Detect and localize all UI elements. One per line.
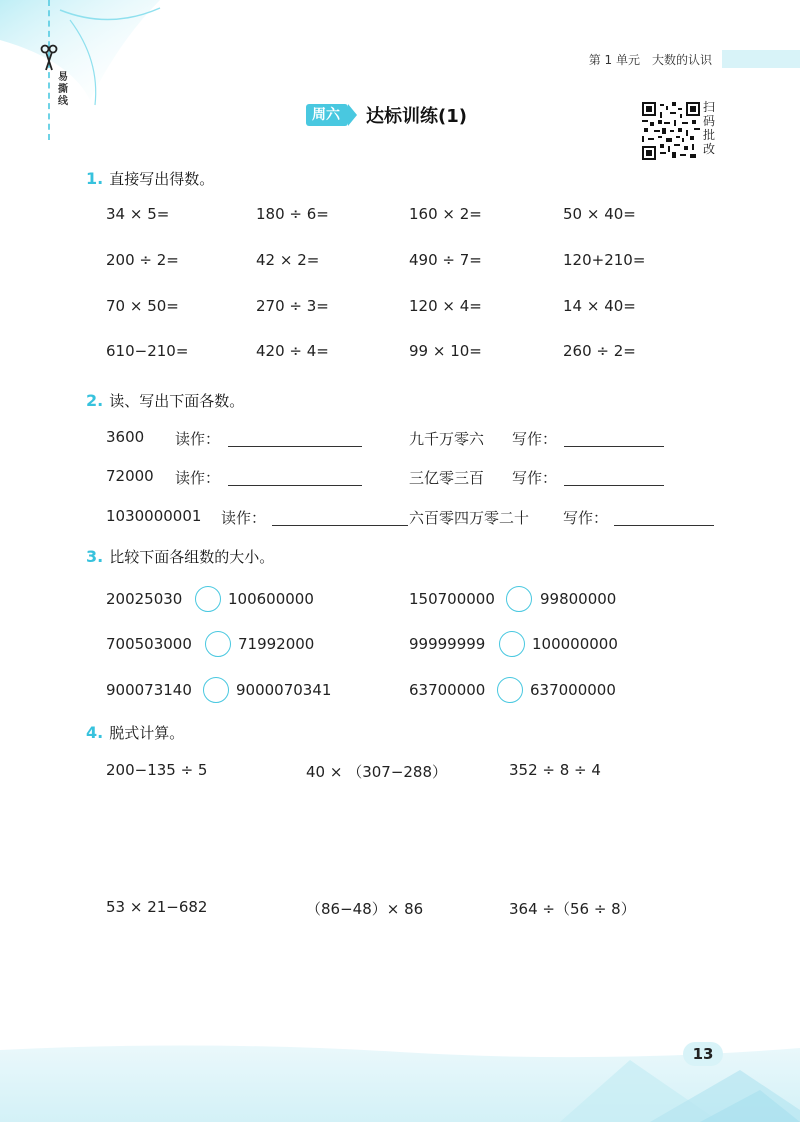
day-badge-label: 周六 [306,104,348,126]
read-label: 读作： [221,509,267,527]
write-words: 九千万零六 [409,430,485,448]
section-number: 2. [86,391,104,410]
arithmetic-problem: 180 ÷ 6= [256,205,329,223]
footer-wave-decoration [0,1040,800,1122]
write-label: 写作： [512,430,558,448]
read-answer-line[interactable] [272,509,408,526]
section-number: 3. [86,547,104,566]
arithmetic-problem: 610−210= [106,342,189,360]
section-title-text: 比较下面各组数的大小。 [109,548,275,566]
compare-answer-circle[interactable] [499,631,525,657]
qr-code-icon[interactable] [642,102,700,160]
section-1-title [86,168,214,189]
compare-answer-circle[interactable] [203,677,229,703]
compare-left-number: 900073140 [106,681,192,699]
compare-answer-circle[interactable] [195,586,221,612]
write-answer-line[interactable] [614,509,714,526]
read-answer-line[interactable] [228,430,362,447]
scissors-icon [40,44,58,72]
compare-answer-circle[interactable] [506,586,532,612]
read-number: 1030000001 [106,507,202,525]
unit-title: 第 1 单元 大数的认识 [588,53,712,67]
section-number: 4. [86,723,104,742]
section-title-text: 读、写出下面各数。 [109,392,245,410]
arithmetic-problem: 160 × 2= [409,205,482,223]
arithmetic-problem: 34 × 5= [106,205,170,223]
page-title: 达标训练(1) [366,106,467,127]
write-label: 写作： [512,469,558,487]
write-words: 六百零四万零二十 [409,509,530,527]
compare-left-number: 20025030 [106,590,183,608]
section-3-title [86,546,274,567]
compare-left-number: 99999999 [409,635,486,653]
arithmetic-problem: 14 × 40= [563,297,636,315]
write-answer-line[interactable] [564,430,664,447]
arithmetic-problem: 42 × 2= [256,251,320,269]
compare-right-number: 637000000 [530,681,616,699]
compare-right-number: 100600000 [228,590,314,608]
step-calculation-problem: 40 × （307−288） [306,763,448,781]
scan-to-grade-label: 扫码批改 [703,100,716,156]
section-2-title [86,390,244,411]
compare-answer-circle[interactable] [205,631,231,657]
read-label: 读作： [175,469,221,487]
arithmetic-problem: 490 ÷ 7= [409,251,482,269]
read-label: 读作： [175,430,221,448]
read-number: 3600 [106,428,145,446]
write-words: 三亿零三百 [409,469,485,487]
corner-decoration [0,0,200,140]
compare-right-number: 71992000 [238,635,315,653]
compare-answer-circle[interactable] [497,677,523,703]
compare-right-number: 9000070341 [236,681,332,699]
compare-right-number: 99800000 [540,590,617,608]
step-calculation-problem: （86−48）× 86 [306,900,424,918]
arithmetic-problem: 70 × 50= [106,297,179,315]
arithmetic-problem: 270 ÷ 3= [256,297,329,315]
compare-right-number: 100000000 [532,635,618,653]
compare-left-number: 700503000 [106,635,192,653]
arithmetic-problem: 120+210= [563,251,646,269]
arithmetic-problem: 50 × 40= [563,205,636,223]
section-title-text: 直接写出得数。 [109,170,215,188]
section-4-title [86,722,184,743]
write-label: 写作： [563,509,609,527]
arithmetic-problem: 200 ÷ 2= [106,251,179,269]
unit-header-bar [722,50,800,68]
step-calculation-problem: 53 × 21−682 [106,898,208,916]
tear-line-label: 易撕线 [58,72,68,107]
arithmetic-problem: 420 ÷ 4= [256,342,329,360]
read-answer-line[interactable] [228,469,362,486]
page-number: 13 [683,1042,723,1066]
arithmetic-problem: 260 ÷ 2= [563,342,636,360]
step-calculation-problem: 364 ÷（56 ÷ 8） [509,900,636,918]
read-number: 72000 [106,467,154,485]
section-number: 1. [86,169,104,188]
arithmetic-problem: 99 × 10= [409,342,482,360]
section-title-text: 脱式计算。 [109,724,185,742]
write-answer-line[interactable] [564,469,664,486]
step-calculation-problem: 200−135 ÷ 5 [106,761,208,779]
compare-left-number: 63700000 [409,681,486,699]
compare-left-number: 150700000 [409,590,495,608]
day-badge [306,104,348,126]
arithmetic-problem: 120 × 4= [409,297,482,315]
step-calculation-problem: 352 ÷ 8 ÷ 4 [509,761,601,779]
